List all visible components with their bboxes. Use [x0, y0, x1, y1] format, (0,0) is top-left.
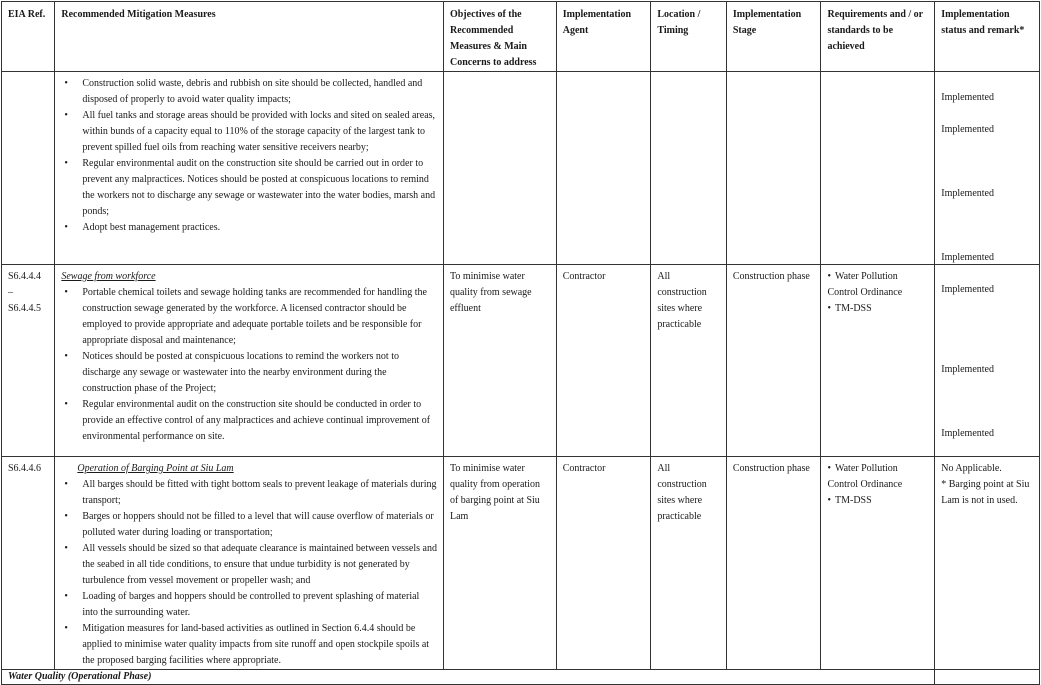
status-text: Implemented — [941, 124, 994, 135]
requirements-cell — [821, 265, 935, 457]
list-item: • All barges should be fitted with tight bottom seals to prevent leakage of materials during transport; — [64, 479, 437, 506]
objectives-cell — [443, 72, 556, 265]
section-title: Sewage from workforce — [61, 271, 156, 282]
phase-cell — [2, 670, 935, 685]
list-item: • Regular environmental audit on the construction site should be conducted in order to provide an effective control of any malpractices and achieve continual improvement of environmental performance on site. — [64, 399, 431, 442]
bullet-icon: • — [64, 351, 68, 362]
measures-cell — [55, 72, 444, 265]
header-stage: Implementation Stage — [726, 2, 821, 72]
bullet-icon: • — [64, 110, 68, 121]
bullet-icon: • — [64, 399, 68, 410]
status-text: Implemented — [941, 364, 994, 375]
list-item: • Portable chemical toilets and sewage holding tanks are recommended for handling the construction sewage generated by the workforce. A licensed contractor should be employed to provide appropriate and adequate portable toilets and be responsible for appropriate disposal and maintenance; — [64, 287, 427, 346]
bullet-icon: • — [64, 543, 68, 554]
mitigation-table — [1, 1, 1040, 685]
list-item: • Mitigation measures for land-based activities as outlined in Section 6.4.4 should be applied to minimise water quality impacts from site runoff and open stockpile spoils at the proposed barging facilities where appropriate. — [64, 623, 430, 666]
ref-cell: S6.4.4.4 – S6.4.4.5 — [2, 265, 55, 457]
measures-list — [61, 477, 437, 669]
list-item: • Water Pollution Control Ordinance — [827, 461, 928, 493]
list-item: • All fuel tanks and storage areas should be provided with locks and sited on sealed areas, within bunds of a capacity equal to 110% of the storage capacity of the largest tank to prevent spilled fuel oils from reaching water sensitive receivers nearby; — [64, 110, 436, 153]
table-row — [2, 265, 1040, 457]
requirements-cell — [821, 72, 935, 265]
stage-cell: Construction phase — [726, 457, 821, 670]
bullet-icon: • — [64, 158, 68, 169]
measures-cell — [55, 457, 444, 670]
status-stack — [941, 72, 1033, 263]
ref-cell — [2, 72, 55, 265]
location-cell: All construction sites where practicable — [651, 265, 727, 457]
requirements-list — [827, 461, 928, 509]
requirements-list — [827, 269, 928, 317]
table-row — [2, 457, 1040, 670]
status-stack — [941, 265, 1033, 455]
list-item: • Adopt best management practices. — [61, 220, 437, 236]
section-title: Operation of Barging Point at Siu Lam — [77, 463, 234, 474]
bullet-icon: • — [64, 287, 68, 298]
bullet-icon: • — [64, 479, 68, 490]
bullet-icon: • — [64, 591, 68, 602]
status-cell: No Applicable. * Barging point at Siu Lam is not in used. — [935, 457, 1040, 670]
header-eia-ref: EIA Ref. — [2, 2, 55, 72]
header-agent: Implementation Agent — [556, 2, 651, 72]
phase-label: Water Quality (Operational Phase) — [8, 671, 152, 682]
objectives-cell: To minimise water quality from operation of barging point at Siu Lam — [443, 457, 556, 670]
list-item: • TM-DSS — [827, 493, 928, 509]
header-status: Implementation status and remark* — [935, 2, 1040, 72]
list-item: • TM-DSS — [827, 301, 928, 317]
objectives-cell: To minimise water quality from sewage effluent — [443, 265, 556, 457]
location-cell: All construction sites where practicable — [651, 457, 727, 670]
bullet-icon: • — [64, 623, 68, 634]
status-text: Implemented — [941, 252, 994, 263]
agent-cell: Contractor — [556, 265, 651, 457]
header-mitigation: Recommended Mitigation Measures — [55, 2, 444, 72]
table-header-row — [2, 2, 1040, 72]
list-item: • Construction solid waste, debris and rubbish on site should be collected, handled and disposed of properly to avoid water quality impacts; — [64, 78, 423, 105]
stage-cell: Construction phase — [726, 265, 821, 457]
bullet-icon: • — [64, 222, 68, 233]
status-text: Implemented — [941, 284, 994, 295]
list-item: • Regular environmental audit on the construction site should be carried out in order to prevent any malpractices. Notices should be posted at conspicuous locations to remind the workers not to discharge any sewage or wastewater into the water bodies, marsh and ponds; — [64, 158, 436, 217]
list-item: • Loading of barges and hoppers should be controlled to prevent splashing of material into the surrounding water. — [64, 591, 420, 618]
status-cell — [935, 670, 1040, 685]
status-text: Implemented — [941, 188, 994, 199]
header-objectives: Objectives of the Recommended Measures & Main Concerns to address — [443, 2, 556, 72]
table-row — [2, 670, 1040, 685]
header-requirements: Requirements and / or standards to be achieved — [821, 2, 935, 72]
measures-cell — [55, 265, 444, 457]
location-cell — [651, 72, 727, 265]
list-item: • Notices should be posted at conspicuous locations to remind the workers not to discharge any sewage or wastewater into the nearby environment during the construction phase of the Project; — [64, 351, 399, 394]
status-text: Implemented — [941, 92, 994, 103]
table-row — [2, 72, 1040, 265]
ref-cell: S6.4.4.6 — [2, 457, 55, 670]
measures-list — [61, 76, 437, 236]
list-item: • Water Pollution Control Ordinance — [827, 269, 928, 301]
bullet-icon: • — [64, 511, 68, 522]
status-text: Implemented — [941, 428, 994, 439]
status-cell — [935, 265, 1040, 457]
agent-cell — [556, 72, 651, 265]
agent-cell: Contractor — [556, 457, 651, 670]
requirements-cell — [821, 457, 935, 670]
header-location: Location / Timing — [651, 2, 727, 72]
stage-cell — [726, 72, 821, 265]
list-item: • Barges or hoppers should not be filled to a level that will cause overflow of materials or polluted water during loading or transportation; — [64, 511, 434, 538]
status-cell — [935, 72, 1040, 265]
bullet-icon: • — [64, 78, 68, 89]
measures-list — [61, 285, 437, 445]
list-item: • All vessels should be sized so that adequate clearance is maintained between vessels and the seabed in all tide conditions, to ensure that undue turbidity is not generated by turbulence from vessel movement or propeller wash; and — [64, 543, 437, 586]
